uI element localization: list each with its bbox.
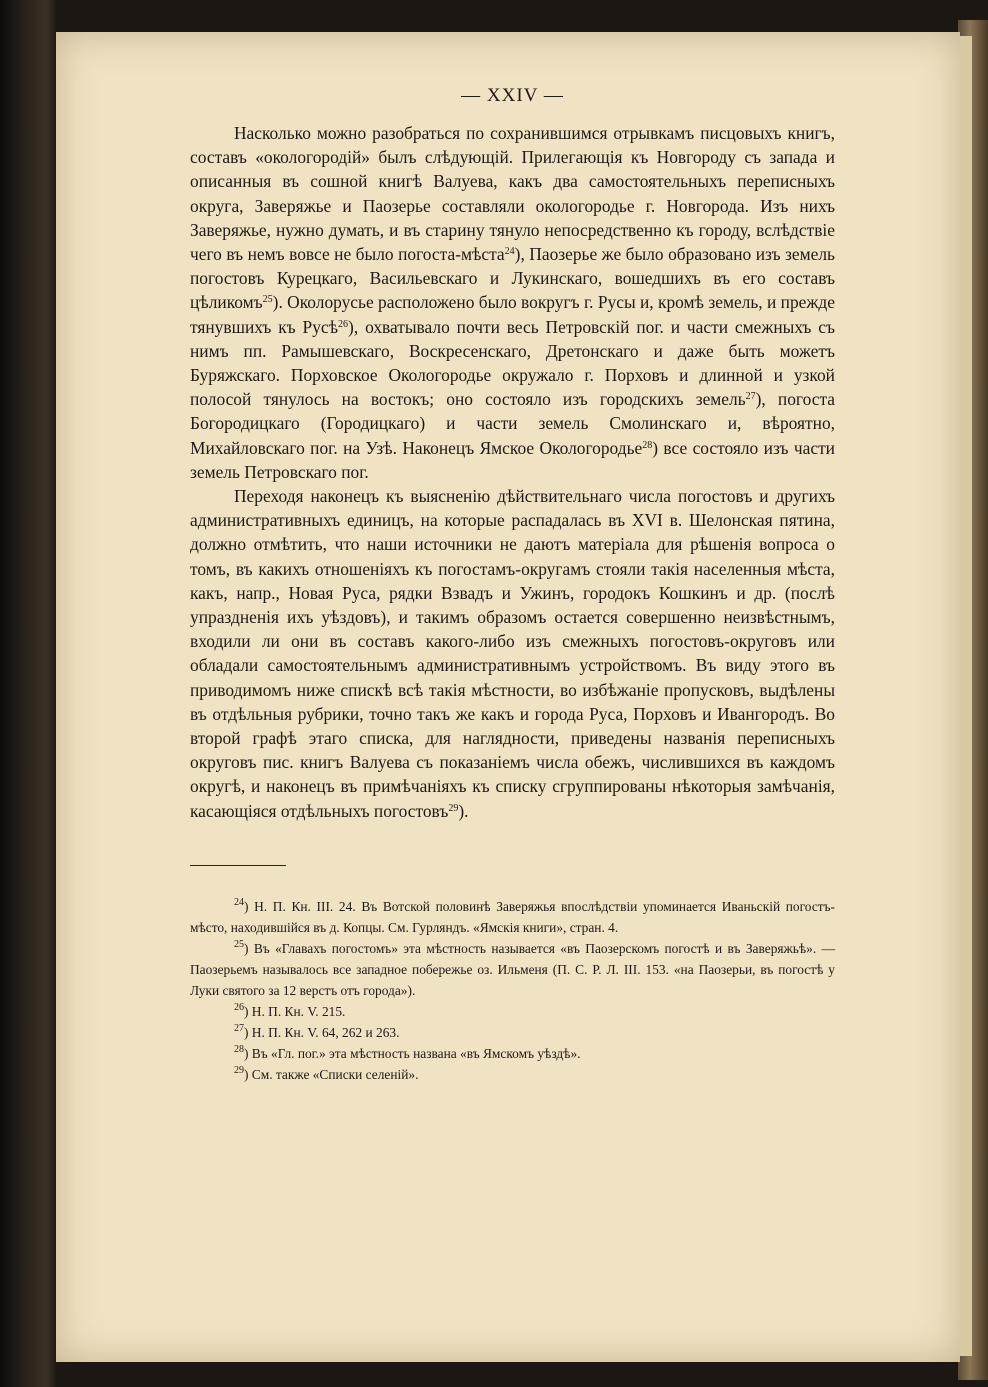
page-number: — XXIV — (461, 85, 564, 106)
footnote-text: ) Въ «Гл. пог.» эта мѣстность названа «въ Ямскомъ уѣздѣ». (244, 1045, 581, 1061)
paragraph-text: ), погоста Богородицкаго (Городицкаго) и части земель Смолинскаго и, вѣроятно, Михайловскаго пог. на Узѣ. Наконецъ Ямское Окологородье (190, 389, 835, 458)
footnote-number: 29 (234, 1064, 244, 1076)
paragraph-text: ) все состояло изъ части земель Петровскаго пог. (190, 437, 835, 482)
footnote-text: ) Н. П. Кн. V. 215. (244, 1003, 346, 1019)
paragraph-text: ). Околорусье расположено было вокругъ г. Русы и, кромѣ земель, и прежде тянувшихъ къ Русѣ (190, 292, 835, 337)
footnote-26 (190, 1001, 835, 1022)
footnote-ref[interactable]: 29 (448, 802, 459, 814)
paragraph-text: ), Паозерье же было образовано изъ земель погостовъ Курецкаго, Васильевскаго и Лукинскаго, вошедшихъ въ его составъ цѣликомъ (190, 244, 835, 313)
footnote-text: ) Н. П. Кн. III. 24. Въ Вотской половинѣ Заверяжья впослѣдствіи упоминается Иваньскій погостъ-мѣсто, находившійся въ д. Копцы. См. Гурляндъ. «Ямскія книги», стран. 4. (190, 898, 835, 935)
next-page-edge (960, 36, 972, 1356)
paragraph-text: Насколько можно разобраться по сохранившимся отрывкамъ писцовыхъ книгъ, составъ «окологородій» былъ слѣдующій. Прилегающія къ Новгороду съ запада и описанныя въ сошной книгѣ Валуева, какъ два самостоятельныхъ переписныхъ округа, Заверяжье и Паозерье составляли окологородье г. Новгорода. Изъ нихъ Заверяжье, нужно думать, и въ старину тянуло непосредственно къ городу, вслѣдствіе чего въ немъ вовсе не было погоста-мѣста (190, 123, 835, 265)
footnote-28 (190, 1043, 835, 1064)
footnote-number: 25 (234, 938, 244, 950)
footnote-ref[interactable]: 24 (504, 246, 515, 258)
paragraph-1 (190, 121, 835, 484)
paragraph-text: ). (458, 800, 469, 821)
footnote-ref[interactable]: 25 (262, 294, 273, 306)
footnote-number: 24 (234, 896, 244, 908)
footnote-29 (190, 1064, 835, 1085)
footnote-divider (190, 865, 286, 866)
footnote-text: ) См. также «Списки селеній». (244, 1066, 419, 1082)
paragraph-text: ), охватывало почти весь Петровскій пог. и части смежныхъ съ нимъ пп. Рамышевскаго, Воскресенскаго, Дретонскаго и даже быть можетъ Буряжскаго. Порховское Окологородье окружало г. Порховъ и длинной и узкой полосой тянулось на востокъ; оно состояло изъ городскихъ земель (190, 316, 835, 410)
footnote-text: ) Въ «Главахъ погостомъ» эта мѣстность называется «въ Паозерскомъ погостѣ и въ Заверяжьѣ». — Паозерьемъ называлось все западное побережье оз. Ильменя (П. С. Р. Л. III. 153. «на Паозерьи, въ погостѣ у Луки святого за 12 верстъ отъ города»). (190, 940, 835, 998)
footnote-27 (190, 1022, 835, 1043)
footnote-24 (190, 896, 835, 938)
footnote-ref[interactable]: 26 (338, 318, 349, 330)
footnote-25 (190, 938, 835, 1001)
footnote-ref[interactable]: 28 (642, 439, 653, 451)
footnote-number: 28 (234, 1043, 244, 1055)
paragraph-2 (190, 484, 835, 823)
footnote-number: 26 (234, 1001, 244, 1013)
footnote-text: ) Н. П. Кн. V. 64, 262 и 263. (244, 1024, 400, 1040)
footnotes (190, 896, 835, 1085)
footnote-number: 27 (234, 1022, 244, 1034)
body-text (190, 121, 835, 823)
paragraph-text: Переходя наконецъ къ выясненію дѣйствительнаго числа погостовъ и другихъ административныхъ единицъ, на которые распадалась въ XVI в. Шелонская пятина, должно отмѣтить, что наши источники не даютъ матеріала для рѣшенія вопроса о томъ, въ какихъ отношеніяхъ къ погостамъ-округамъ стояли такія населенныя мѣста, какъ, напр., Новая Руса, рядки Взвадъ и Ужинъ, городокъ Кошкинъ и др. (послѣ упраздненія ихъ уѣздовъ), и такимъ образомъ остается совершенно неизвѣстнымъ, входили ли они въ составъ какого-либо изъ смежныхъ погостовъ-округовъ или обладали самостоятельнымъ административнымъ устройствомъ. Въ виду этого въ приводимомъ ниже спискѣ всѣ такія мѣстности, во избѣжаніе пропусковъ, выдѣлены въ отдѣльныя рубрики, точно такъ же какъ и города Руса, Порховъ и Ивангородъ. Во второй графѣ этаго списка, для наглядности, приведены названія переписныхъ округовъ пис. книгъ Валуева съ показаніемъ числа обежъ, числившихся въ каждомъ округѣ, и наконецъ въ примѣчаніяхъ къ списку сгруппированы нѣкоторыя замѣчанія, касающіяся отдѣльныхъ погостовъ (190, 486, 835, 821)
book-binding-left (0, 0, 58, 1387)
footnote-ref[interactable]: 27 (745, 391, 756, 403)
page-content (190, 85, 835, 1085)
